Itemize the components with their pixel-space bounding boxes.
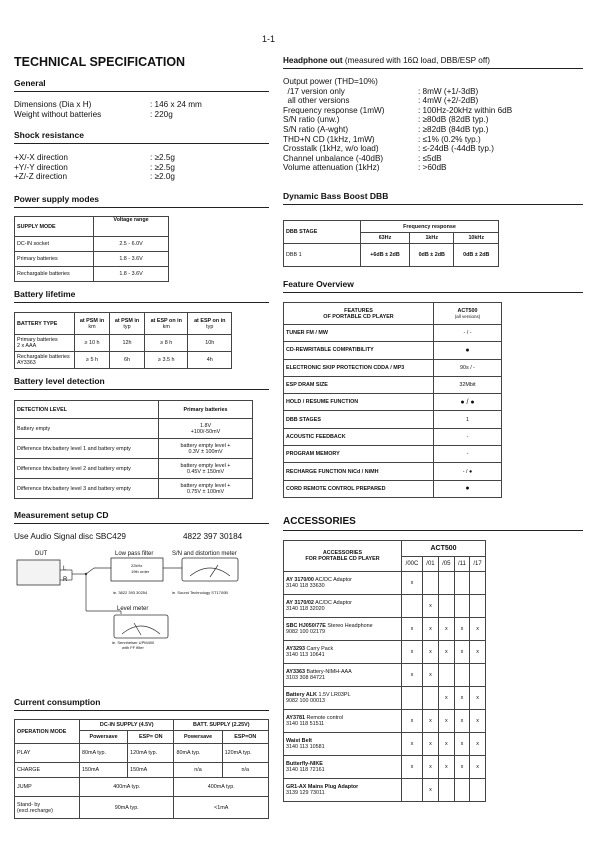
shock-heading: Shock resistance (14, 130, 84, 140)
acc-mark: x (438, 710, 454, 733)
features-col-model-2: (all versions) (454, 314, 481, 319)
dbb-row-label: DBB 1 (284, 244, 361, 267)
headphone-label: Channel unbalance (-40dB) (283, 153, 384, 163)
acc-code: Waist Belt (286, 738, 312, 744)
dbb-cell: +6dB ± 2dB (361, 244, 410, 267)
battery-life-col-sub: typ (206, 323, 214, 330)
dbb-cell: 0dB ± 2dB (409, 244, 454, 267)
headphone-value: : ≥80dB (82dB typ.) (418, 115, 489, 125)
battery-level-value-2: 0.75V ± 100mV (186, 488, 225, 495)
acc-item (284, 595, 402, 618)
battery-type-name: Primary batteries (17, 337, 58, 343)
current-mode: CHARGE (15, 763, 80, 778)
current-cell: 90mA typ. (80, 797, 174, 819)
acc-number: 3140 118 72161 (286, 767, 325, 773)
feature-name: ACOUSTIC FEEDBACK (284, 428, 434, 445)
acc-mark: x (454, 641, 469, 664)
dbb-table (283, 220, 499, 267)
acc-code: GR1-AX Mains Plug Adaptor (286, 784, 359, 790)
shock-value: : ≥2.5g (150, 153, 175, 162)
dbb-col-freq: Frequency response (361, 221, 499, 233)
current-cell: 80mA typ. (174, 744, 222, 763)
headphone-label: S/N ratio (unw.) (283, 115, 340, 125)
general-value: : 146 x 24 mm (150, 100, 202, 109)
battery-level-value-1: 1.8V (199, 422, 212, 429)
acc-code: AY 3170/02 (286, 600, 314, 606)
acc-number: 3140 118 32020 (286, 606, 325, 612)
acc-col-version: /00C (402, 557, 423, 572)
acc-mark (470, 572, 486, 595)
feature-value: ● (434, 480, 502, 497)
battery-life-table (14, 312, 232, 369)
battery-life-col (75, 313, 110, 335)
headphone-label: Output power (THD=10%) (283, 77, 378, 86)
headphone-heading: Headphone out (283, 56, 343, 65)
headphone-value: : ≤-24dB (-44dB typ.) (418, 144, 494, 154)
acc-mark: x (470, 710, 486, 733)
general-list (14, 100, 202, 119)
headphone-value: : ≥82dB (84dB typ.) (418, 124, 489, 134)
dbb-heading: Dynamic Bass Boost DBB (283, 191, 389, 201)
measurement-line: Use Audio Signal disc SBC429 (14, 532, 126, 541)
acc-number: 3140 113 10641 (286, 652, 325, 658)
acc-mark: x (423, 618, 439, 641)
acc-desc: Battery-NIMH-AAA (306, 669, 352, 675)
acc-mark: x (470, 641, 486, 664)
feature-name: ELECTRONIC SKIP PROTECTION CDDA / MP3 (284, 359, 434, 376)
feature-value: - / ● (434, 463, 502, 480)
acc-code: Battery ALK (286, 692, 317, 698)
acc-item (284, 733, 402, 756)
current-rule (14, 710, 269, 711)
headphone-heading-line (283, 56, 490, 65)
acc-mark: x (402, 756, 423, 779)
sn-meter-label: S/N and distortion meter (172, 551, 237, 557)
level-meter-label: Level meter (117, 606, 149, 612)
acc-mark (470, 595, 486, 618)
acc-mark: x (438, 641, 454, 664)
shock-label: +X/-X direction (14, 153, 68, 162)
acc-number: 3139 129 73011 (286, 790, 325, 796)
acc-item (284, 664, 402, 687)
dbb-rule (283, 204, 583, 205)
dut-label: DUT (35, 551, 48, 557)
feature-name: HOLD / RESUME FUNCTION (284, 394, 434, 411)
battery-level-rule (14, 389, 269, 390)
battery-life-cell: 4h (188, 352, 232, 369)
feature-value: - (434, 446, 502, 463)
battery-level-value (159, 479, 253, 499)
acc-mark (402, 595, 423, 618)
battery-life-cell: ≥ 10 h (75, 335, 110, 352)
acc-mark: x (402, 733, 423, 756)
acc-number: 3140 118 33630 (286, 583, 325, 589)
battery-level-col-level: DETECTION LEVEL (15, 401, 159, 419)
acc-desc: AC/DC Adaptor (315, 577, 352, 583)
feature-name: CD-REWRITABLE COMPATIBILITY (284, 342, 434, 359)
lpf-inner-2: 19th order (131, 569, 150, 574)
shock-list (14, 153, 175, 182)
feature-value: - / - (434, 325, 502, 342)
page-number: 1-1 (262, 34, 276, 44)
battery-level-value-2: 0.3V ± 100mV (188, 448, 223, 455)
acc-mark (470, 664, 486, 687)
acc-col-name (284, 541, 402, 572)
general-label: Weight without batteries (14, 109, 102, 119)
lpf-inner-1: 22kHz (131, 563, 143, 568)
headphone-heading-note: (measured with 16Ω load, DBB/ESP off) (342, 56, 490, 65)
headphone-label: /17 version only (283, 86, 345, 96)
battery-type-detail: 2 x AAA (17, 343, 37, 349)
dbb-col-stage: DBB STAGE (284, 221, 361, 244)
feature-value: ● / ● (434, 394, 502, 411)
battery-life-cell: ≥ 3.5 h (145, 352, 188, 369)
acc-mark: x (470, 733, 486, 756)
battery-life-col-top: at ESP on in (150, 317, 182, 324)
acc-desc: Stereo Headphone (327, 623, 373, 629)
channel-r-label: R (63, 577, 68, 583)
battery-life-cell: 6h (110, 352, 145, 369)
accessories-table (283, 540, 486, 802)
battery-life-rule (14, 302, 269, 303)
feature-name: RECHARGE FUNCTION NiCd / NiMH (284, 463, 434, 480)
acc-mark: x (423, 595, 439, 618)
acc-col-version: /01 (423, 557, 439, 572)
current-cell: 80mA typ. (80, 744, 128, 763)
acc-mark: x (402, 710, 423, 733)
power-mode: Primary batteries (15, 252, 94, 267)
feature-name: CORD REMOTE CONTROL PREPARED (284, 480, 434, 497)
dbb-col-band: 1kHz (409, 233, 454, 244)
acc-mark: x (423, 756, 439, 779)
acc-mark (454, 572, 469, 595)
acc-item (284, 641, 402, 664)
acc-col-version: /05 (438, 557, 454, 572)
acc-mark: x (454, 618, 469, 641)
current-cell: 400mA typ. (80, 778, 174, 797)
current-col-dc: DC-IN SUPPLY (4.5V) (80, 720, 174, 731)
battery-life-col-top: at ESP on in (194, 317, 226, 324)
acc-number: 9082 100 00013 (286, 698, 325, 704)
power-col-mode: SUPPLY MODE (15, 217, 94, 237)
current-sub-col: ESP=ON (222, 731, 268, 744)
acc-item (284, 618, 402, 641)
acc-mark: x (454, 710, 469, 733)
lpf-label: Low pass filter (115, 551, 154, 557)
features-col-model-1: ACT500 (457, 308, 478, 314)
power-rule (14, 207, 269, 208)
dut-box (17, 560, 60, 585)
battery-type-detail: AY3363 (17, 360, 36, 366)
acc-mark: x (454, 733, 469, 756)
battery-level-value (159, 459, 253, 479)
accessories-heading: ACCESSORIES (283, 516, 356, 527)
battery-life-col (188, 313, 232, 335)
acc-mark: x (438, 756, 454, 779)
general-rule (14, 91, 269, 92)
acc-mark (454, 779, 469, 802)
current-cell: 150mA (128, 763, 174, 778)
battery-level-value (159, 439, 253, 459)
measurement-code: 4822 397 30184 (183, 532, 243, 541)
headphone-value: : 100Hz-20kHz within 6dB (418, 105, 513, 115)
battery-type (15, 352, 75, 369)
acc-item (284, 756, 402, 779)
acc-mark (402, 779, 423, 802)
battery-level-heading: Battery level detection (14, 376, 105, 386)
acc-code: SBC HJ050/77E (286, 623, 326, 629)
power-col-range: Voltage range (94, 217, 169, 237)
feature-value: 90s / - (434, 359, 502, 376)
current-sub-col: Powersave (174, 731, 222, 744)
acc-number: 3140 113 10581 (286, 744, 325, 750)
battery-life-cell: 10h (188, 335, 232, 352)
current-cell: 400mA typ. (174, 778, 269, 797)
shock-label: +Z/-Z direction (14, 172, 68, 182)
feature-value: 1 (434, 411, 502, 428)
acc-mark: x (423, 733, 439, 756)
acc-mark (438, 595, 454, 618)
headphone-label: THD+N CD (1kHz, 1mW) (283, 134, 375, 144)
power-table (14, 216, 169, 282)
battery-life-col-sub: km (162, 323, 170, 330)
feature-value: ● (434, 342, 502, 359)
acc-item (284, 710, 402, 733)
current-mode: JUMP (15, 778, 80, 797)
current-mode-line-2: (excl.recharge) (17, 807, 53, 814)
current-sub-col: ESP= ON (128, 731, 174, 744)
acc-mark: x (470, 618, 486, 641)
acc-mark: x (470, 756, 486, 779)
acc-col-name-2: FOR PORTABLE CD PLAYER (305, 556, 380, 562)
acc-item (284, 572, 402, 595)
acc-desc: 1.5V LR03PL (318, 692, 351, 698)
shock-label: +Y/-Y direction (14, 162, 68, 172)
acc-code: AY3781 (286, 715, 305, 721)
headphone-value: : ≤1% (0.2% typ.) (418, 134, 481, 144)
battery-level-value-1: battery empty level + (180, 462, 231, 469)
headphone-value: : 4mW (+2/-2dB) (418, 96, 479, 106)
features-col-name-2: OF PORTABLE CD PLAYER (323, 313, 394, 320)
acc-item (284, 779, 402, 802)
headphone-list (283, 77, 512, 173)
features-col-name-1: FEATURES (344, 307, 373, 314)
current-mode-line-1: Stand- by (17, 801, 41, 808)
acc-mark: x (438, 618, 454, 641)
acc-mark: x (470, 687, 486, 710)
current-col-mode: OPERATION MODE (15, 720, 80, 744)
acc-mark (438, 572, 454, 595)
acc-mark (402, 687, 423, 710)
sn-meter-caption: ie. Sound Technology ST1700B (172, 590, 228, 595)
current-cell: 120mA typ. (222, 744, 268, 763)
acc-mark: x (423, 641, 439, 664)
headphone-label: Volume attenuation (1kHz) (283, 163, 380, 173)
acc-mark (423, 687, 439, 710)
current-cell: n/a (174, 763, 222, 778)
acc-mark: x (423, 779, 439, 802)
general-heading: General (14, 78, 46, 88)
current-cell: 150mA (80, 763, 128, 778)
battery-life-cell: 12h (110, 335, 145, 352)
battery-type (15, 335, 75, 352)
acc-desc: AC/DC Adaptor (315, 600, 352, 606)
battery-level-col-primary: Primary batteries (159, 401, 253, 419)
battery-level-value-2: 0.45V ± 150mV (186, 468, 225, 475)
acc-mark: x (454, 756, 469, 779)
features-col-name (284, 303, 434, 325)
acc-col-name-1: ACCESSORIES (322, 550, 363, 556)
page-title: TECHNICAL SPECIFICATION (14, 55, 186, 69)
acc-mark: x (423, 664, 439, 687)
acc-item (284, 687, 402, 710)
acc-number: 3140 118 51511 (286, 721, 325, 727)
features-rule (283, 292, 583, 293)
current-mode (15, 797, 80, 819)
acc-mark: x (454, 687, 469, 710)
current-mode: PLAY (15, 744, 80, 763)
headphone-value: : >60dB (418, 163, 447, 173)
feature-name: PROGRAM MEMORY (284, 446, 434, 463)
acc-mark (438, 664, 454, 687)
acc-mark (423, 572, 439, 595)
acc-col-version: /11 (454, 557, 469, 572)
current-cell: n/a (222, 763, 268, 778)
battery-type-name: Rechargable batteries (17, 354, 70, 360)
level-meter-caption-2: with FF filter (122, 645, 144, 650)
battery-level-value (159, 419, 253, 439)
battery-life-col-top: at PSM in (114, 317, 140, 324)
acc-mark: x (402, 618, 423, 641)
acc-code: Butterfly-NIKE (286, 761, 323, 767)
power-range: 2.5 - 6.0V (94, 237, 169, 252)
features-col-model (434, 303, 502, 325)
battery-life-col-type: BATTERY TYPE (15, 313, 75, 335)
sn-meter-box (182, 558, 238, 581)
power-mode: Rechargable batteries (15, 267, 94, 282)
dbb-cell: 0dB ± 2dB (454, 244, 499, 267)
battery-level-value-1: battery empty level + (180, 442, 231, 449)
measurement-rule (14, 523, 269, 524)
acc-code: AY3293 (286, 646, 305, 652)
headphone-label: Crosstalk (1kHz, w/o load) (283, 144, 379, 154)
feature-name: DBB STAGES (284, 411, 434, 428)
battery-life-cell: ≥ 5 h (75, 352, 110, 369)
power-range: 1.8 - 3.6V (94, 267, 169, 282)
general-value: : 220g (150, 109, 173, 119)
current-table (14, 719, 269, 819)
features-heading: Feature Overview (283, 279, 354, 289)
battery-level-value-2: +100/-50mV (190, 428, 221, 435)
dbb-col-band: 10kHz (454, 233, 499, 244)
power-mode: DC-IN socket (15, 237, 94, 252)
headphone-label: S/N ratio (A-wght) (283, 124, 349, 134)
acc-mark: x (402, 641, 423, 664)
current-heading: Current consumption (14, 697, 101, 707)
acc-mark (438, 779, 454, 802)
accessories-rule (283, 530, 583, 531)
general-label: Dimensions (Dia x H) (14, 100, 92, 109)
acc-number: 9082 100 02179 (286, 629, 325, 635)
battery-life-cell: ≥ 8 h (145, 335, 188, 352)
acc-mark (470, 779, 486, 802)
battery-level-name: Difference btw.battery level 3 and battery empty (15, 479, 159, 499)
battery-life-col-sub: km (88, 323, 96, 330)
acc-mark (454, 664, 469, 687)
feature-name: TUNER FM / MW (284, 325, 434, 342)
headphone-value: : 8mW (+1/-3dB) (418, 86, 479, 96)
current-cell: <1mA (174, 797, 269, 819)
battery-level-value-1: battery empty level + (180, 482, 231, 489)
acc-mark: x (402, 664, 423, 687)
battery-life-col (110, 313, 145, 335)
shock-rule (14, 143, 269, 144)
acc-mark: x (423, 710, 439, 733)
headphone-label: all other versions (283, 96, 350, 106)
battery-level-name: Difference btw.battery level 1 and battery empty (15, 439, 159, 459)
battery-life-col (145, 313, 188, 335)
acc-col-model: ACT500 (402, 541, 486, 557)
current-cell: 120mA typ. (128, 744, 174, 763)
measurement-heading: Measurement setup CD (14, 510, 109, 520)
battery-level-name: Difference btw.battery level 2 and battery empty (15, 459, 159, 479)
headphone-rule (283, 68, 583, 69)
acc-mark: x (402, 572, 423, 595)
headphone-value: : ≤5dB (418, 153, 442, 163)
acc-code: AY3363 (286, 669, 305, 675)
acc-number: 3103 308 84721 (286, 675, 325, 681)
battery-life-heading: Battery lifetime (14, 289, 76, 299)
level-meter-caption-1: ie. Sennheiser UPM400 (112, 640, 155, 645)
power-heading: Power supply modes (14, 194, 100, 204)
current-sub-col: Powersave (80, 731, 128, 744)
switch (86, 568, 94, 574)
acc-col-version: /17 (470, 557, 486, 572)
current-col-batt: BATT. SUPPLY (2.25V) (174, 720, 269, 731)
acc-desc: Carry Pack (306, 646, 334, 652)
feature-value: - (434, 428, 502, 445)
acc-mark (454, 595, 469, 618)
headphone-label: Frequency response (1mW) (283, 105, 385, 115)
channel-l-label: L (63, 566, 67, 572)
shock-value: : ≥2.5g (150, 162, 175, 172)
acc-code: AY 3170/00 (286, 577, 314, 583)
feature-value: 32Mbit (434, 376, 502, 393)
power-range: 1.8 - 3.6V (94, 252, 169, 267)
lpf-caption: ie. 3822 393 30254 (113, 590, 148, 595)
features-table (283, 302, 502, 498)
acc-desc: Remote control (306, 715, 344, 721)
battery-life-col-top: at PSM in (79, 317, 105, 324)
acc-mark: x (438, 687, 454, 710)
dbb-col-band: 63Hz (361, 233, 410, 244)
measurement-diagram (14, 556, 276, 680)
feature-name: ESP DRAM SIZE (284, 376, 434, 393)
acc-mark: x (438, 733, 454, 756)
battery-level-name: Battery empty (15, 419, 159, 439)
battery-life-col-sub: typ (123, 323, 131, 330)
shock-value: : ≥2.0g (150, 172, 175, 182)
battery-level-table (14, 400, 253, 499)
